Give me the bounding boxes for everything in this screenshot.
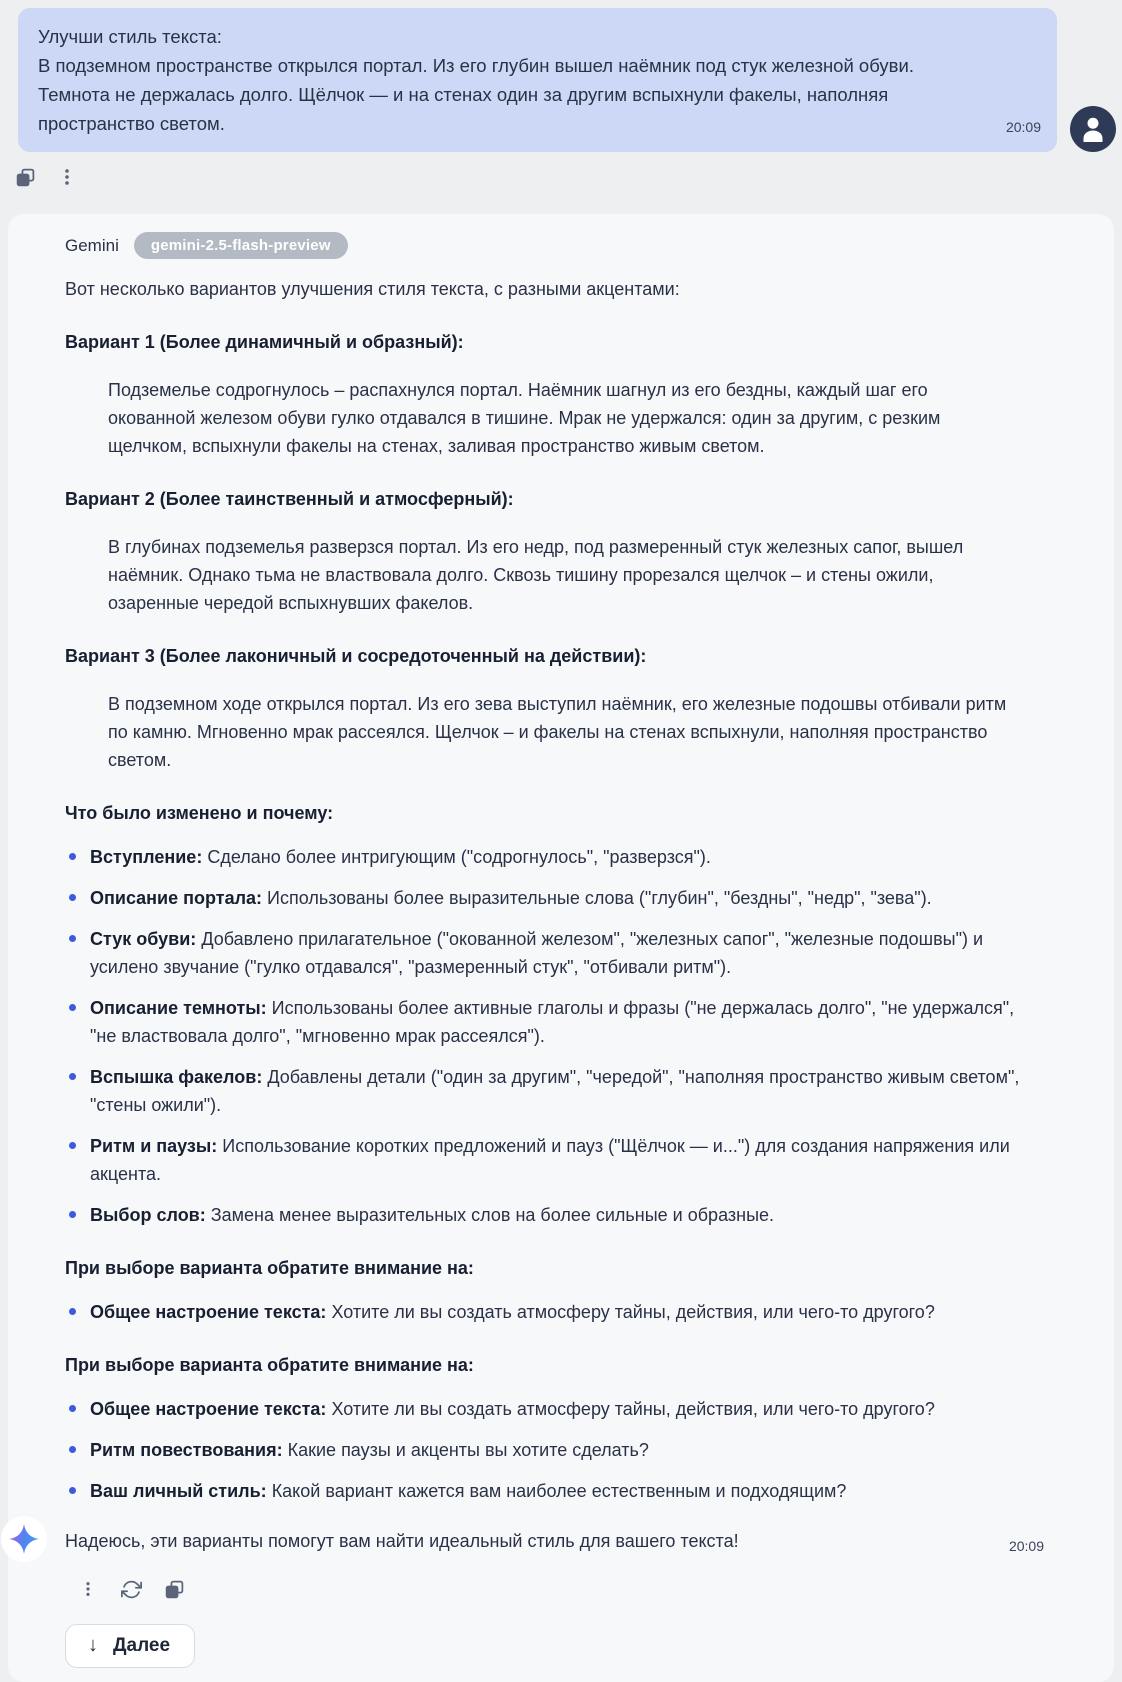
consider-heading-2: При выборе варианта обратите внимание на: xyxy=(65,1355,474,1375)
list-item-lead: Ритм и паузы: xyxy=(90,1136,218,1156)
user-avatar xyxy=(1070,106,1116,152)
down-arrow-icon: ↓ xyxy=(88,1634,98,1656)
list-item-lead: Общее настроение текста: xyxy=(90,1399,327,1419)
copy-button[interactable] xyxy=(14,166,36,188)
consider-list-1 xyxy=(65,1298,1044,1326)
changes-list xyxy=(65,843,1044,1229)
consider-list-2 xyxy=(65,1395,1044,1505)
list-item xyxy=(65,1477,1044,1505)
user-message-bubble xyxy=(18,8,1057,152)
list-item-lead: Описание темноты: xyxy=(90,998,267,1018)
list-item xyxy=(65,1201,1044,1229)
list-item xyxy=(65,843,1044,871)
list-item-lead: Выбор слов: xyxy=(90,1205,206,1225)
user-message-actions xyxy=(0,152,1122,188)
assistant-intro: Вот несколько вариантов улучшения стиля текста, с разными акцентами: xyxy=(65,279,680,299)
bullet-icon xyxy=(69,1446,76,1453)
message-menu-button[interactable] xyxy=(77,1578,99,1600)
bullet-icon xyxy=(69,1142,76,1149)
person-icon xyxy=(1078,112,1108,147)
list-item xyxy=(65,1298,1044,1326)
variant-quote: В глубинах подземелья разверзся портал. Из его недр, под размеренный стук железных сапог, вышел наёмник. Однако тьма не властвовала долго. Сквозь тишину прорезался щелчок – и стены ожили, озаренные чередой вспыхнувших факелов. xyxy=(108,537,964,613)
message-menu-button[interactable] xyxy=(56,166,78,188)
list-item-text: Замена менее выразительных слов на более сильные и образные. xyxy=(210,1205,775,1225)
list-item-text: Хотите ли вы создать атмосферу тайны, действия, или чего-то другого? xyxy=(331,1399,935,1419)
list-item-lead: Ваш личный стиль: xyxy=(90,1481,267,1501)
list-item-text: Использование коротких предложений и пауз ("Щёлчок — и...") для создания напряжения или акцента. xyxy=(90,1136,1010,1184)
list-item-text: Добавлены детали ("один за другим", "чередой", "наполняя пространство живым светом", "стены ожили"). xyxy=(90,1067,1020,1115)
bullet-icon xyxy=(69,935,76,942)
variant-heading: Вариант 2 (Более таинственный и атмосферный): xyxy=(65,489,514,509)
next-button[interactable] xyxy=(65,1624,195,1668)
list-item xyxy=(65,925,1044,981)
list-item xyxy=(65,1063,1044,1119)
copy-button[interactable] xyxy=(163,1578,185,1600)
list-item-lead: Вступление: xyxy=(90,847,203,867)
bullet-icon xyxy=(69,1487,76,1494)
bullet-icon xyxy=(69,1308,76,1315)
user-message-line: Улучши стиль текста: xyxy=(38,26,222,47)
assistant-message-actions xyxy=(65,1560,1044,1600)
bullet-icon xyxy=(69,1073,76,1080)
next-button-label: Далее xyxy=(113,1634,171,1656)
variant-quote: Подземелье содрогнулось – распахнулся портал. Наёмник шагнул из его бездны, каждый шаг его окованной железом обуви гулко отдавался в тишине. Мрак не удержался: один за другим, с резким щелчком, вспыхнули факелы на стенах, заливая пространство живым светом. xyxy=(108,380,941,456)
list-item-text: Какие паузы и акценты вы хотите сделать? xyxy=(287,1440,649,1460)
list-item xyxy=(65,1395,1044,1423)
assistant-header xyxy=(65,228,1044,265)
list-item-text: Использованы более активные глаголы и фразы ("не держалась долго", "не удержался", "не властвовала долго", "мгновенно мрак рассеялся"). xyxy=(90,998,1015,1046)
bullet-icon xyxy=(69,853,76,860)
bullet-icon xyxy=(69,894,76,901)
kebab-menu-icon xyxy=(80,1579,96,1599)
kebab-menu-icon xyxy=(58,167,76,187)
closing-text: Надеюсь, эти варианты помогут вам найти идеальный стиль для вашего текста! xyxy=(65,1531,739,1551)
variant-block xyxy=(65,328,1044,460)
list-item-text: Какой вариант кажется вам наиболее естественным и подходящим? xyxy=(271,1481,847,1501)
refresh-icon xyxy=(121,1579,142,1600)
assistant-content xyxy=(65,275,1044,1674)
user-message-row xyxy=(0,0,1122,152)
variant-block xyxy=(65,642,1044,774)
consider-heading-1: При выборе варианта обратите внимание на: xyxy=(65,1258,474,1278)
list-item-lead: Вспышка факелов: xyxy=(90,1067,263,1087)
list-item xyxy=(65,884,1044,912)
bullet-icon xyxy=(69,1405,76,1412)
list-item-lead: Ритм повествования: xyxy=(90,1440,283,1460)
bullet-icon xyxy=(69,1211,76,1218)
variants-section xyxy=(65,328,1044,774)
list-item-lead: Общее настроение текста: xyxy=(90,1302,327,1322)
assistant-name: Gemini xyxy=(65,235,119,255)
list-item-text: Хотите ли вы создать атмосферу тайны, действия, или чего-то другого? xyxy=(331,1302,935,1322)
gemini-sparkle-icon xyxy=(1,1516,47,1562)
list-item xyxy=(65,1436,1044,1464)
assistant-message-time: 20:09 xyxy=(1008,1538,1044,1554)
bullet-icon xyxy=(69,1004,76,1011)
copy-icon xyxy=(15,167,36,188)
variant-quote: В подземном ходе открылся портал. Из его зева выступил наёмник, его железные подошвы отбивали ритм по камню. Мгновенно мрак рассеялся. Щелчок – и факелы на стенах вспыхнули, наполняя пространство светом. xyxy=(108,694,1007,770)
regenerate-button[interactable] xyxy=(120,1578,142,1600)
variant-heading: Вариант 1 (Более динамичный и образный): xyxy=(65,332,464,352)
closing-row xyxy=(65,1527,1044,1560)
copy-icon xyxy=(164,1579,185,1600)
variant-heading: Вариант 3 (Более лаконичный и сосредоточенный на действии): xyxy=(65,646,647,666)
variant-block xyxy=(65,485,1044,617)
user-message-line: В подземном пространстве открылся портал. Из его глубин вышел наёмник под стук железной обуви. Темнота не держалась долго. Щёлчок — и на стенах один за другим вспыхнули факелы, наполняя пространство светом. xyxy=(38,55,914,134)
list-item xyxy=(65,994,1044,1050)
list-item xyxy=(65,1132,1044,1188)
user-message-text xyxy=(38,22,971,138)
list-item-text: Использованы более выразительные слова ("глубин", "бездны", "недр", "зева"). xyxy=(267,888,932,908)
list-item-text: Добавлено прилагательное ("окованной железом", "железных сапог", "железные подошвы") и усилено звучание ("гулко отдавался", "размеренный стук", "отбивали ритм"). xyxy=(90,929,984,977)
list-item-lead: Описание портала: xyxy=(90,888,263,908)
changes-heading: Что было изменено и почему: xyxy=(65,803,334,823)
list-item-text: Сделано более интригующим ("содрогнулось", "разверзся"). xyxy=(207,847,711,867)
model-badge: gemini-2.5-flash-preview xyxy=(134,232,348,259)
user-message-time: 20:09 xyxy=(1005,119,1041,135)
assistant-message-card xyxy=(8,214,1114,1682)
list-item-lead: Стук обуви: xyxy=(90,929,197,949)
